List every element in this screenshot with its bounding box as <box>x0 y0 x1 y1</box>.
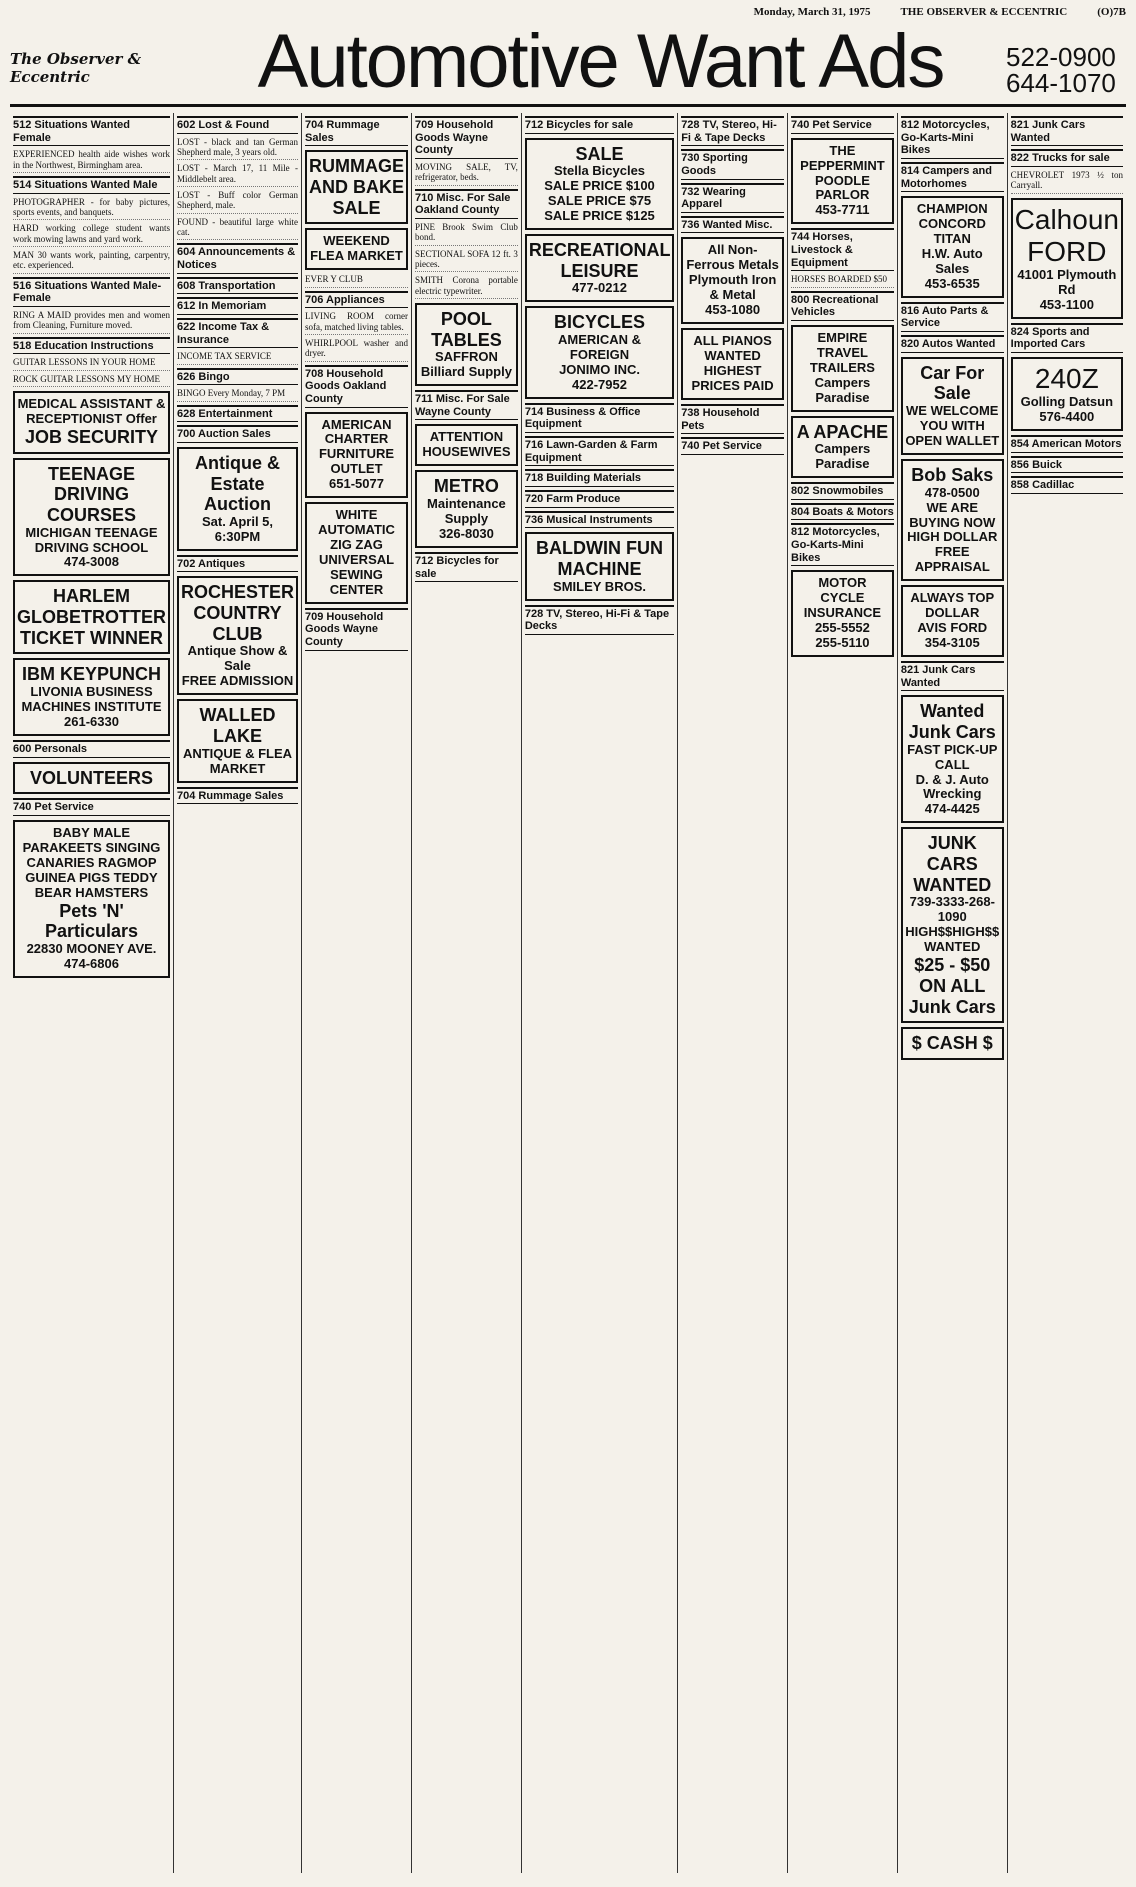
ad-price: SALE PRICE $75 <box>547 193 652 209</box>
ad-headline: SALE <box>575 143 624 164</box>
ad-text: LIVONIA BUSINESS MACHINES INSTITUTE <box>21 684 162 715</box>
classified-ad: LOST - March 17, 11 Mile - Middlebelt area. <box>177 163 298 187</box>
category-header: 711 Misc. For Sale Wayne County <box>415 390 518 420</box>
ad-headline: HARLEM GLOBETROTTER TICKET WINNER <box>17 586 166 648</box>
category-header: 728 TV, Stereo, Hi-Fi & Tape Decks <box>681 116 784 146</box>
category-header: 709 Household Goods Wayne County <box>305 608 408 651</box>
classified-ad: GUITAR LESSONS IN YOUR HOME <box>13 357 170 370</box>
display-ad <box>13 762 170 795</box>
ad-headline: ATTENTION HOUSEWIVES <box>422 429 511 460</box>
classified-ad: BINGO Every Monday, 7 PM <box>177 388 298 401</box>
display-ad <box>791 570 894 657</box>
category-header: 802 Snowmobiles <box>791 482 894 500</box>
ad-headline: BALDWIN FUN MACHINE <box>536 538 663 579</box>
ad-text: Campers Paradise <box>814 441 871 472</box>
display-ad <box>415 470 518 548</box>
display-ad <box>415 303 518 386</box>
ad-phone: 576-4400 <box>1039 409 1095 425</box>
category-header: 740 Pet Service <box>681 437 784 455</box>
classified-ad: PHOTOGRAPHER - for baby pictures, sports events, and banquets. <box>13 197 170 221</box>
display-ad <box>13 580 170 654</box>
ad-text: FREE ADMISSION <box>181 673 294 689</box>
ad-text: SMILEY BROS. <box>553 578 646 594</box>
display-ad <box>177 576 298 695</box>
classified-ad: LIVING ROOM corner sofa, matched living tables. <box>305 311 408 335</box>
ad-phone: 739-3333-268-1090 <box>909 894 995 925</box>
ad-headline: BICYCLES <box>554 312 646 333</box>
display-ad <box>305 150 408 224</box>
phone-2: 644-1070 <box>1006 68 1116 98</box>
ad-headline: Car For Sale <box>920 362 985 404</box>
ad-text: HIGHEST PRICES PAID <box>691 363 774 393</box>
display-ad <box>901 357 1004 455</box>
display-ad <box>305 228 408 270</box>
ad-headline: AMERICAN CHARTER FURNITURE OUTLET <box>318 416 395 477</box>
ad-phone: 474-6806 <box>64 955 119 971</box>
category-header: 730 Sporting Goods <box>681 149 784 179</box>
category-header: 518 Education Instructions <box>13 337 170 355</box>
ad-headline: Calhoun FORD <box>1014 203 1119 267</box>
ad-headline: 240Z <box>1034 363 1099 395</box>
ad-headline: WHITE AUTOMATIC ZIG ZAG <box>318 507 395 553</box>
category-header: 712 Bicycles for sale <box>415 552 518 582</box>
display-ad <box>13 820 170 978</box>
ad-phone: 326-8030 <box>438 525 494 541</box>
category-header: 822 Trucks for sale <box>1011 149 1123 167</box>
category-header: 604 Announcements & Notices <box>177 243 298 273</box>
column-6 <box>678 113 788 1873</box>
ad-text: SAFFRON Billiard Supply <box>420 349 512 380</box>
category-header: 814 Campers and Motorhomes <box>901 162 1004 192</box>
ad-phone: 261-6330 <box>64 714 119 730</box>
category-header: 856 Buick <box>1011 456 1123 474</box>
ad-price: SALE PRICE $100 <box>544 178 655 194</box>
category-header: 736 Musical Instruments <box>525 511 674 529</box>
ad-text: Golling Datsun <box>1020 394 1114 410</box>
classified-ad: ROCK GUITAR LESSONS MY HOME <box>13 374 170 387</box>
category-header: 736 Wanted Misc. <box>681 216 784 234</box>
category-header: 718 Building Materials <box>525 469 674 487</box>
display-ad <box>791 416 894 479</box>
display-ad <box>901 1027 1004 1060</box>
display-ad <box>681 328 784 400</box>
ad-phone: 651-5077 <box>329 476 384 492</box>
ad-text: MEDICAL ASSISTANT & RECEPTIONIST Offer <box>17 395 166 426</box>
display-ad <box>13 391 170 454</box>
category-header: 728 TV, Stereo, Hi-Fi & Tape Decks <box>525 605 674 635</box>
category-header: 800 Recreational Vehicles <box>791 291 894 321</box>
category-header: 709 Household Goods Wayne County <box>415 116 518 159</box>
ad-headline: MOTOR CYCLE INSURANCE <box>803 575 882 621</box>
display-ad <box>901 695 1004 823</box>
classified-ad: INCOME TAX SERVICE <box>177 351 298 364</box>
category-header: 821 Junk Cars Wanted <box>901 661 1004 691</box>
category-header: 516 Situations Wanted Male-Female <box>13 277 170 307</box>
dateline <box>10 6 1126 20</box>
classified-ad: HORSES BOARDED $50 <box>791 274 894 287</box>
ad-phone: 474-3008 <box>64 554 119 570</box>
ad-address: 22830 MOONEY AVE. <box>26 941 157 956</box>
classified-ad: CHEVROLET 1973 ½ ton Carryall. <box>1011 170 1123 194</box>
classified-ad: SECTIONAL SOFA 12 ft. 3 pieces. <box>415 249 518 273</box>
ad-headline: JOB SECURITY <box>24 426 159 447</box>
ad-phone: 422-7952 <box>572 376 627 392</box>
ad-headline: Wanted Junk Cars <box>908 701 996 742</box>
category-header: 812 Motorcycles, Go-Karts-Mini Bikes <box>791 523 894 566</box>
section-title: Automotive Want Ads <box>257 19 944 104</box>
display-ad <box>901 827 1004 1023</box>
ad-headline: METRO <box>433 476 499 497</box>
category-header: 804 Boats & Motors <box>791 503 894 521</box>
display-ad <box>415 424 518 466</box>
category-header: 512 Situations Wanted Female <box>13 116 170 146</box>
category-header: 712 Bicycles for sale <box>525 116 674 134</box>
ad-text: ANTIQUE & FLEA MARKET <box>182 745 293 776</box>
category-header: 740 Pet Service <box>791 116 894 134</box>
column-3 <box>302 113 412 1873</box>
category-header: 704 Rummage Sales <box>177 787 298 805</box>
category-header: 820 Autos Wanted <box>901 335 1004 353</box>
category-header: 608 Transportation <box>177 277 298 295</box>
display-ad <box>305 412 408 499</box>
category-header: 714 Business & Office Equipment <box>525 403 674 433</box>
display-ad <box>525 138 674 230</box>
ad-phone: 255-5552 <box>814 620 870 636</box>
ad-text: AVIS FORD <box>917 620 988 636</box>
classified-ad: MOVING SALE, TV, refrigerator, beds. <box>415 162 518 186</box>
paper-label: THE OBSERVER & ECCENTRIC <box>900 6 1068 18</box>
classified-ad: PINE Brook Swim Club bond. <box>415 222 518 246</box>
display-ad <box>901 585 1004 657</box>
category-header: 821 Junk Cars Wanted <box>1011 116 1123 146</box>
column-5 <box>522 113 678 1873</box>
page-number: (O)7B <box>1097 6 1126 18</box>
category-header: 812 Motorcycles, Go-Karts-Mini Bikes <box>901 116 1004 159</box>
ad-text: FREE APPRAISAL <box>914 544 990 575</box>
column-9 <box>1008 113 1126 1873</box>
ad-phone: 453-1080 <box>705 302 761 318</box>
ad-headline: TEENAGE DRIVING COURSES <box>46 463 136 525</box>
display-ad <box>791 138 894 225</box>
ad-text: BABY MALE PARAKEETS SINGING CANARIES RAGMOP GUINEA PIGS TEDDY BEAR HAMSTERS <box>22 824 161 900</box>
ad-headline: RECREATIONAL LEISURE <box>528 240 671 281</box>
ad-headline: $ CASH $ <box>911 1033 993 1054</box>
ad-headline: ALWAYS TOP DOLLAR <box>910 590 995 621</box>
ad-text: UNIVERSAL SEWING CENTER <box>318 552 395 597</box>
display-ad <box>1011 357 1123 431</box>
display-ad <box>791 325 894 412</box>
ad-text: Campers Paradise <box>814 374 871 405</box>
ad-headline: EMPIRE TRAVEL TRAILERS <box>809 329 875 375</box>
category-header: 514 Situations Wanted Male <box>13 176 170 194</box>
ad-price: $25 - $50 ON ALL Junk Cars <box>908 955 996 1017</box>
ad-text: H.W. Auto Sales <box>921 246 983 276</box>
phone-1: 522-0900 <box>1006 42 1116 72</box>
ad-phone: 474-4425 <box>924 801 980 817</box>
category-header: 628 Entertainment <box>177 405 298 423</box>
ad-text: Stella Bicycles <box>553 163 646 179</box>
ad-phone: 453-6535 <box>924 275 980 291</box>
ad-headline: CHAMPION CONCORD TITAN <box>916 201 988 247</box>
display-ad <box>525 234 674 302</box>
ad-headline: Antique & Estate Auction <box>195 452 280 515</box>
ad-headline: ROCHESTER COUNTRY CLUB <box>181 582 295 644</box>
ad-text: D. & J. Auto Wrecking <box>915 771 989 802</box>
display-ad <box>305 502 408 604</box>
classified-ad: SMITH Corona portable electric typewriter. <box>415 275 518 299</box>
classified-ad: FOUND - beautiful large white cat. <box>177 217 298 241</box>
ad-phone: 354-3105 <box>924 635 980 651</box>
issue-date: Monday, March 31, 1975 <box>753 6 871 18</box>
column-4 <box>412 113 522 1873</box>
ad-headline: JUNK CARS WANTED <box>913 833 992 895</box>
display-ad <box>177 699 298 782</box>
ad-text: Plymouth Iron & Metal <box>688 272 777 303</box>
category-header: 708 Household Goods Oakland County <box>305 365 408 408</box>
classified-ad: RING A MAID provides men and women from Cleaning, Furniture moved. <box>13 310 170 334</box>
ad-text: Maintenance Supply <box>427 496 506 526</box>
ad-text: WE WELCOME YOU WITH OPEN WALLET <box>905 403 1000 448</box>
category-header: 602 Lost & Found <box>177 116 298 134</box>
ad-phone: 453-1100 <box>1039 296 1094 312</box>
category-header: 704 Rummage Sales <box>305 116 408 146</box>
ad-headline: THE PEPPERMINT POODLE PARLOR <box>800 142 885 203</box>
masthead <box>10 20 1126 107</box>
category-header: 816 Auto Parts & Service <box>901 302 1004 332</box>
paper-logo: The Observer & Eccentric <box>10 50 142 86</box>
ad-headline: VOLUNTEERS <box>29 767 153 788</box>
classified-ad: LOST - black and tan German Shepherd male, 3 years old. <box>177 137 298 161</box>
ad-headline: Pets 'N' Particulars <box>44 900 139 942</box>
ad-address: 41001 Plymouth Rd <box>1017 266 1117 297</box>
display-ad <box>525 306 674 398</box>
ad-text: MICHIGAN TEENAGE DRIVING SCHOOL <box>25 524 158 555</box>
ad-headline: A APACHE <box>796 421 889 442</box>
category-header: 744 Horses, Livestock & Equipment <box>791 228 894 271</box>
category-header: 854 American Motors <box>1011 435 1123 453</box>
display-ad <box>525 532 674 600</box>
display-ad <box>901 196 1004 298</box>
ad-text: HIGH$$HIGH$$ WANTED <box>905 924 1000 955</box>
display-ad <box>681 237 784 324</box>
ad-headline: Bob Saks <box>911 464 994 485</box>
category-header: 824 Sports and Imported Cars <box>1011 323 1123 353</box>
category-header: 622 Income Tax & Insurance <box>177 318 298 348</box>
column-2 <box>174 113 302 1873</box>
category-header: 732 Wearing Apparel <box>681 183 784 213</box>
ad-text: AMERICAN & FOREIGN <box>557 332 642 363</box>
column-7 <box>788 113 898 1873</box>
classified-ad: EXPERIENCED health aide wishes work in the Northwest, Birmingham area. <box>13 149 170 173</box>
ad-headline: RUMMAGE AND BAKE SALE <box>309 156 405 218</box>
category-header: 738 Household Pets <box>681 404 784 434</box>
display-ad <box>13 658 170 736</box>
display-ad <box>901 459 1004 581</box>
classified-ad: HARD working college student wants work mowing lawns and yard work. <box>13 223 170 247</box>
ad-headline: WEEKEND FLEA MARKET <box>310 233 403 264</box>
phone-numbers <box>1006 44 1126 100</box>
classified-columns <box>10 113 1126 1873</box>
category-header: 716 Lawn-Garden & Farm Equipment <box>525 436 674 466</box>
category-header: 706 Appliances <box>305 291 408 309</box>
ad-text: JONIMO INC. <box>559 361 640 377</box>
category-header: 600 Personals <box>13 740 170 758</box>
classified-ad: EVER Y CLUB <box>305 274 408 287</box>
category-header: 612 In Memoriam <box>177 297 298 315</box>
category-header: 710 Misc. For Sale Oakland County <box>415 189 518 219</box>
classified-ad: WHIRLPOOL washer and dryer. <box>305 338 408 362</box>
category-header: 626 Bingo <box>177 368 298 386</box>
ad-phone: 255-5110 <box>815 635 870 651</box>
ad-headline: IBM KEYPUNCH <box>21 664 161 685</box>
display-ad <box>13 458 170 577</box>
ad-text: Sat. April 5, 6:30PM <box>201 513 274 544</box>
ad-phone: 477-0212 <box>572 280 627 296</box>
display-ad <box>1011 198 1123 319</box>
display-ad <box>177 447 298 551</box>
ad-phone: 453-7711 <box>815 202 870 218</box>
column-1 <box>10 113 174 1873</box>
ad-price: SALE PRICE $125 <box>544 208 655 224</box>
ad-headline: POOL TABLES <box>431 308 502 350</box>
ad-headline: All Non-Ferrous Metals <box>686 242 779 273</box>
ad-headline: WALLED LAKE <box>199 705 276 746</box>
ad-text: Antique Show & Sale <box>187 643 288 674</box>
category-header: 858 Cadillac <box>1011 476 1123 494</box>
category-header: 720 Farm Produce <box>525 490 674 508</box>
ad-text: FAST PICK-UP CALL <box>907 741 998 772</box>
classified-ad: MAN 30 wants work, painting, carpentry, etc. experienced. <box>13 250 170 274</box>
column-8 <box>898 113 1008 1873</box>
classified-ad: LOST - Buff color German Shepherd, male. <box>177 190 298 214</box>
category-header: 702 Antiques <box>177 555 298 573</box>
ad-text: WE ARE BUYING NOW HIGH DOLLAR <box>907 499 998 545</box>
category-header: 740 Pet Service <box>13 798 170 816</box>
category-header: 700 Auction Sales <box>177 425 298 443</box>
ad-phone: 478-0500 <box>924 484 980 500</box>
ad-headline: ALL PIANOS WANTED <box>693 333 772 364</box>
